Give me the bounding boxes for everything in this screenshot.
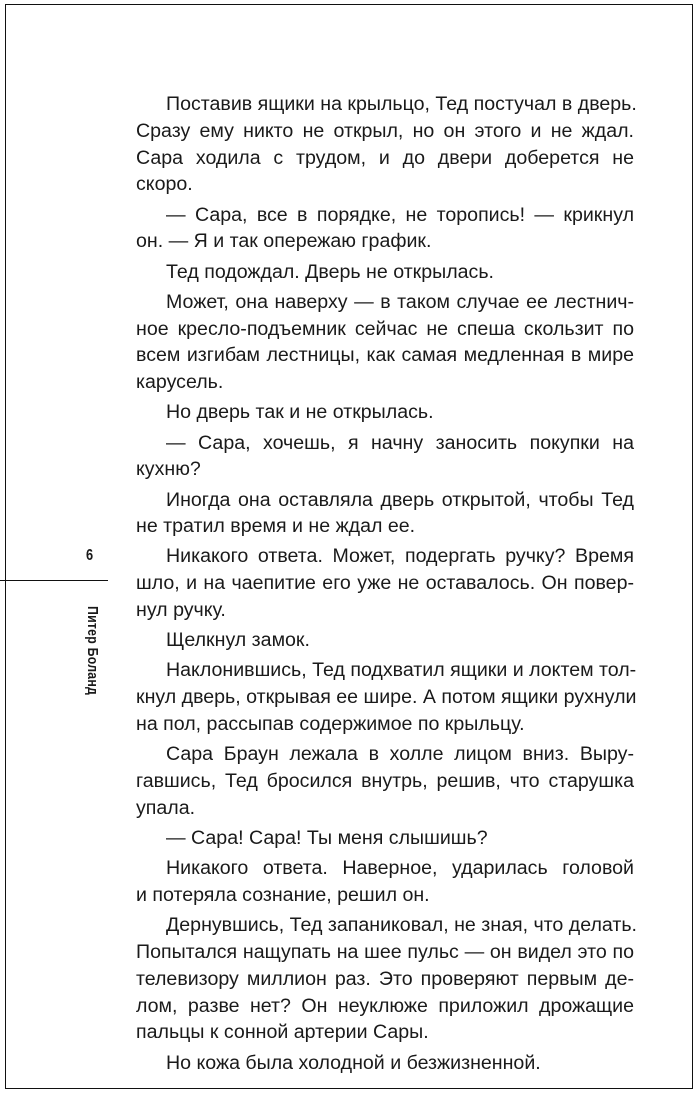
text-line: Может, она наверху — в таком случае ее лестнич-: [166, 290, 634, 313]
text-line: Поставив ящики на крыльцо, Тед постучал в дверь.: [166, 93, 637, 115]
text-line: упала.: [136, 796, 196, 819]
text-line: Но дверь так и не открылась.: [166, 401, 434, 424]
text-line: Сразу ему никто не открыл, но он этого и не ждал.: [136, 119, 634, 142]
text-line: всем изгибам лестницы, как самая медленная в мире: [136, 344, 634, 367]
text-line: шло, и на чаепитие его уже не оставалось. Он повер-: [136, 572, 634, 595]
text-line: — Сара, все в порядке, не торопись! — крикнул: [166, 203, 634, 226]
text-line: на пол, рассыпав содержимое по крыльцу.: [136, 713, 525, 736]
text-line: Дернувшись, Тед запаниковал, не зная, что делать.: [166, 914, 637, 937]
text-line: лом, разве нет? Он неуклюже приложил дрожащие: [136, 994, 634, 1017]
text-line: кнул дверь, открывая ее шире. А потом ящики рухнули: [136, 686, 637, 709]
text-line: Сара Браун лежала в холле лицом вниз. Выру-: [166, 743, 634, 766]
text-line: кухню?: [136, 458, 201, 481]
text-line: телевизору миллион раз. Это проверяют первым де-: [136, 967, 634, 990]
text-line: скоро.: [136, 173, 193, 196]
page-number: 6: [86, 547, 94, 564]
text-line: он. — Я и так опережаю график.: [136, 230, 432, 253]
text-line: Попытался нащупать на шее пульс — он видел это по: [136, 940, 634, 963]
text-line: — Сара! Сара! Ты меня слышишь?: [166, 827, 488, 850]
text-line: Сара ходила с трудом, и до двери доберется не: [136, 146, 634, 169]
text-line: Наклонившись, Тед подхватил ящики и локтем тол-: [166, 659, 637, 682]
text-line: Щелкнул замок.: [166, 629, 310, 652]
text-line: — Сара, хочешь, я начну заносить покупки на: [166, 431, 634, 454]
text-line: гавшись, Тед бросился внутрь, решив, что старушка: [136, 770, 634, 793]
text-line: ное кресло-подъемник сейчас не спеша скользит по: [136, 317, 634, 340]
body-text: [136, 91, 637, 1076]
running-header-author: Питер Боланд: [84, 606, 101, 696]
text-line: Тед подождал. Дверь не открылась.: [166, 260, 494, 283]
text-line: пальцы к сонной артерии Сары.: [136, 1021, 429, 1044]
text-line: карусель.: [136, 371, 224, 394]
text-line: нул ручку.: [136, 599, 226, 622]
text-line: Никакого ответа. Наверное, ударилась головой: [166, 857, 634, 880]
text-line: и потеряла сознание, решил он.: [136, 884, 430, 906]
text-line: Никакого ответа. Может, подергать ручку? Время: [166, 545, 634, 568]
text-line: Но кожа была холодной и безжизненной.: [166, 1051, 541, 1074]
margin-rule: [0, 580, 108, 581]
text-line: Иногда она оставляла дверь открытой, чтобы Тед: [166, 488, 634, 511]
text-line: не тратил время и не ждал ее.: [136, 515, 416, 538]
